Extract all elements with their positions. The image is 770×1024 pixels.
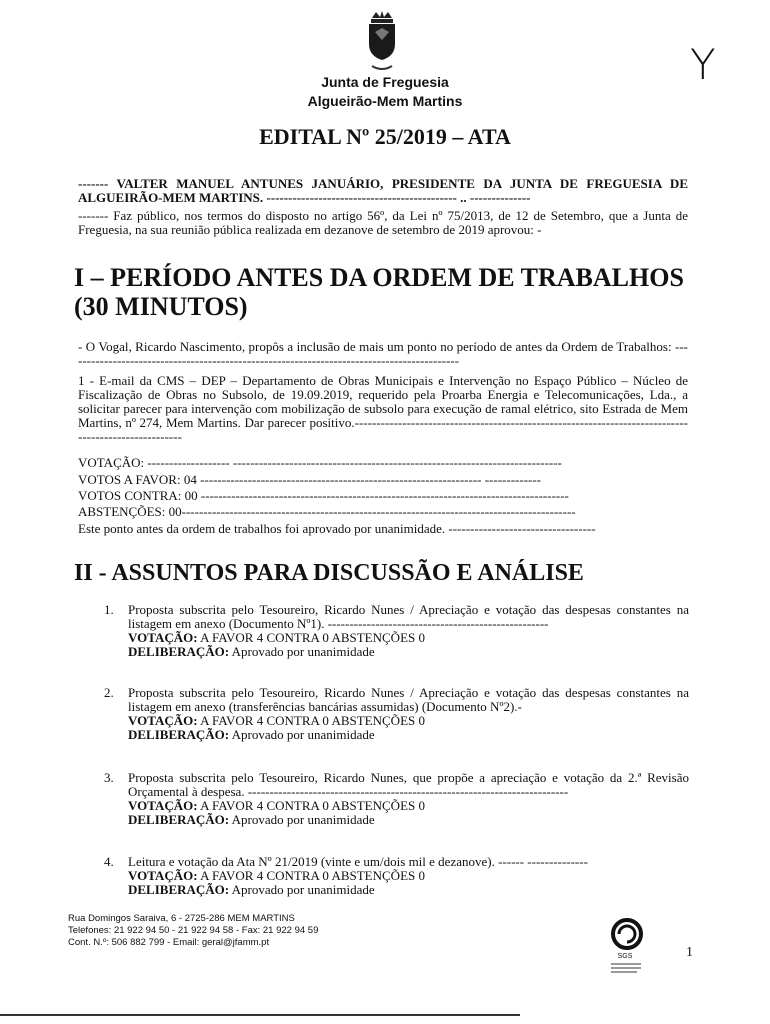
item-text: Proposta subscrita pelo Tesoureiro, Ricardo Nunes / Apreciação e votação das despesas constantes na listagem em anexo (Documento Nº1). --------------------------------------------------- [128, 602, 689, 631]
vote-label: VOTAÇÃO: [128, 713, 198, 728]
bottom-rule [0, 1014, 520, 1016]
sgs-certification-seal-icon [605, 916, 659, 980]
vote-label: VOTAÇÃO: [128, 868, 198, 883]
document-title: EDITAL Nº 25/2019 – ATA [259, 124, 511, 149]
vote-value: A FAVOR 4 CONTRA 0 ABSTENÇÕES 0 [197, 798, 425, 813]
item-text: Proposta subscrita pelo Tesoureiro, Ricardo Nunes, que propõe a apreciação e votação da 2.ª Revisão Orçamental à despesa. -------------------------------------------------------------------------- [128, 770, 689, 799]
intro-statement: ------- Faz público, nos termos do disposto no artigo 56º, da Lei nº 75/2013, de 12 de Setembro, que a Junta de Freguesia, na sua reunião pública realizada em dezanove de setembro de 2019 aprovou: - [78, 208, 688, 237]
footer-contact [68, 913, 318, 949]
deliberation-label: DELIBERAÇÃO: [128, 644, 230, 659]
deliberation-value: Aprovado por unanimidade [229, 644, 375, 659]
agenda-item [104, 686, 689, 742]
section1-closing: Este ponto antes da ordem de trabalhos foi aprovado por unanimidade. ---------------------------------- [78, 522, 596, 536]
deliberation-value: Aprovado por unanimidade [229, 727, 375, 742]
deliberation-value: Aprovado por unanimidade [229, 882, 375, 897]
section1-heading: I – PERÍODO ANTES DA ORDEM DE TRABALHOS (30 MINUTOS) [74, 263, 684, 321]
section1-proposal: - O Vogal, Ricardo Nascimento, propôs a inclusão de mais um ponto no período de antes da Ordem de Trabalhos: ------------------------------------------------------------------------------------------- [78, 339, 688, 368]
vote-label: VOTAÇÃO: [128, 798, 198, 813]
deliberation-value: Aprovado por unanimidade [229, 812, 375, 827]
votes-for: VOTOS A FAVOR: 04 ----------------------------------------------------------------- ------------- [78, 473, 542, 487]
item-text: Proposta subscrita pelo Tesoureiro, Ricardo Nunes / Apreciação e votação das despesas constantes na listagem em anexo (transferências bancárias assumidas) (Documento Nº2).- [128, 685, 689, 714]
footer-phones: Telefones: 21 922 94 50 - 21 922 94 58 - Fax: 21 922 94 59 [68, 925, 319, 936]
votes-against: VOTOS CONTRA: 00 ------------------------------------------------------------------------------------- [78, 489, 569, 503]
vote-label: VOTAÇÃO: [128, 630, 198, 645]
org-name-line1: Junta de Freguesia [321, 74, 449, 90]
agenda-item [104, 855, 689, 897]
coat-of-arms-icon [362, 10, 402, 74]
seal-text: SGS [617, 953, 633, 960]
footer-contact-line: Cont. N.º: 506 882 799 - Email: geral@jfamm.pt [68, 937, 270, 948]
vote-value: A FAVOR 4 CONTRA 0 ABSTENÇÕES 0 [197, 630, 425, 645]
intro-president: ------- VALTER MANUEL ANTUNES JANUÁRIO, PRESIDENTE DA JUNTA DE FREGUESIA DE ALGUEIRÃO-MEM MARTINS. -------------------------------------------- .. -------------- [78, 176, 688, 205]
vote-line: VOTAÇÃO: ------------------- ---------------------------------------------------------------------------- [78, 456, 562, 470]
vote-value: A FAVOR 4 CONTRA 0 ABSTENÇÕES 0 [197, 713, 425, 728]
footer-address: Rua Domingos Saraiva, 6 - 2725-286 MEM MARTINS [68, 913, 295, 924]
handwritten-mark: Y [690, 40, 716, 89]
section2-heading: II - ASSUNTOS PARA DISCUSSÃO E ANÁLISE [74, 560, 584, 586]
item-text: Leitura e votação da Ata Nº 21/2019 (vinte e um/dois mil e dezanove). ------ -------------- [128, 854, 588, 869]
item-number: 1. [104, 602, 114, 617]
agenda-item [104, 771, 689, 827]
section1-item: 1 - E-mail da CMS – DEP – Departamento de Obras Municipais e Intervenção no Espaço Público – Núcleo de Fiscalização de Obras no Subsolo, de 19.09.2019, requerido pela Proarba Energia e Telecomunicações, Lda., a solicitar parecer para intervenção com mobilização de subsolo para execução de ramal elétrico, sito Estrada de Mem Martins, nº 274, Mem Martins. Dar parecer positivo.----------------------------------------------------------------------------------------------------- [78, 373, 688, 444]
item-number: 2. [104, 685, 114, 700]
page-number: 1 [686, 945, 693, 960]
deliberation-label: DELIBERAÇÃO: [128, 812, 230, 827]
deliberation-label: DELIBERAÇÃO: [128, 882, 230, 897]
vote-value: A FAVOR 4 CONTRA 0 ABSTENÇÕES 0 [197, 868, 425, 883]
abstentions: ABSTENÇÕES: 00------------------------------------------------------------------------------------------- [78, 505, 576, 519]
org-name-line2: Algueirão-Mem Martins [307, 93, 463, 109]
item-number: 3. [104, 770, 114, 785]
deliberation-label: DELIBERAÇÃO: [128, 727, 230, 742]
agenda-item [104, 603, 689, 659]
item-number: 4. [104, 854, 114, 869]
